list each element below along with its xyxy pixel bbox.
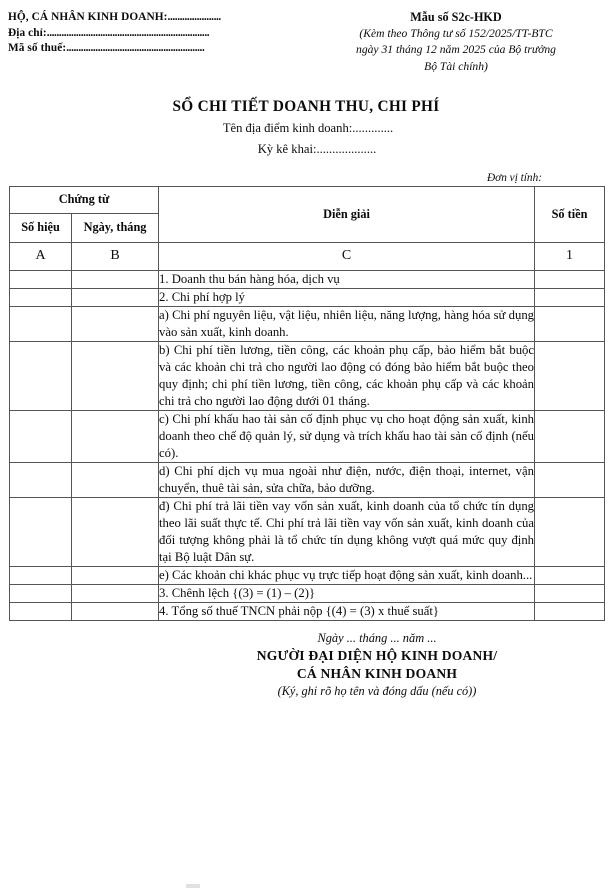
cell-voucher-date[interactable]: [72, 270, 159, 288]
cell-voucher-number[interactable]: [10, 498, 72, 567]
address-dots: ...................................................................: [46, 26, 210, 39]
cell-voucher-date[interactable]: [72, 498, 159, 567]
signer-title-line-1: NGƯỜI ĐẠI DIỆN HỘ KINH DOANH/: [256, 647, 498, 663]
column-voucher-date: Ngày, tháng: [72, 213, 159, 242]
column-group-voucher: Chứng từ: [10, 186, 159, 213]
business-name-dots: ......................: [167, 11, 221, 23]
cell-voucher-date[interactable]: [72, 585, 159, 603]
address-line: [8, 26, 308, 42]
table-row: [10, 341, 605, 410]
form-number: Mẫu số S2c-HKD: [410, 10, 502, 24]
cell-voucher-number[interactable]: [10, 463, 72, 498]
table-row: [10, 463, 605, 498]
cell-amount[interactable]: [535, 498, 605, 567]
cell-voucher-number[interactable]: [10, 603, 72, 621]
cell-amount[interactable]: [535, 603, 605, 621]
cell-description: 3. Chênh lệch {(3) = (1) – (2)}: [159, 585, 535, 603]
declaration-period-line: Kỳ kê khai:...................: [257, 141, 377, 156]
cell-voucher-number[interactable]: [10, 585, 72, 603]
ledger-table: [9, 186, 605, 621]
table-row: [10, 270, 605, 288]
column-letter-a: A: [10, 242, 72, 270]
page-title: SỔ CHI TIẾT DOANH THU, CHI PHÍ: [172, 98, 440, 116]
cell-voucher-number[interactable]: [10, 270, 72, 288]
tax-code-label: Mã số thuế:: [8, 42, 67, 55]
circular-line-3: Bộ Tài chính): [424, 59, 488, 73]
cell-description: e) Các khoản chi khác phục vụ trực tiếp hoạt động sản xuất, kinh doanh...: [159, 567, 535, 585]
table-column-letter-row: [10, 242, 605, 270]
cell-amount[interactable]: [535, 270, 605, 288]
table-header: [10, 186, 605, 270]
cell-description: b) Chi phí tiền lương, tiền công, các khoản phụ cấp, bảo hiểm bắt buộc và các khoản chi trả cho người lao động có đóng bảo hiểm bắt buộc theo quy định; chi phí tiền lương, tiền công, các khoản phụ cấp và các khoản chi trả cho người lao động dưới 01 tháng.: [159, 341, 535, 410]
cell-description: 2. Chi phí hợp lý: [159, 288, 535, 306]
address-label: Địa chỉ:: [8, 26, 47, 39]
signer-title-line-2: CÁ NHÂN KINH DOANH: [296, 665, 458, 681]
column-letter-c: C: [159, 242, 535, 270]
cell-voucher-date[interactable]: [72, 603, 159, 621]
column-number-1: 1: [535, 242, 605, 270]
cell-description: d) Chi phí dịch vụ mua ngoài như điện, nước, điện thoại, internet, vận chuyển, thuê tài sản, sửa chữa, bảo dưỡng.: [159, 463, 535, 498]
column-letter-b: B: [72, 242, 159, 270]
document-header: [0, 0, 612, 75]
cell-voucher-date[interactable]: [72, 288, 159, 306]
business-name-line: [8, 10, 308, 26]
circular-line-1: (Kèm theo Thông tư số 152/2025/TT-BTC: [359, 26, 553, 40]
cell-amount[interactable]: [535, 463, 605, 498]
business-identity-block: [8, 10, 308, 57]
cell-amount[interactable]: [535, 341, 605, 410]
cell-voucher-number[interactable]: [10, 306, 72, 341]
business-location-line: Tên địa điểm kinh doanh:.............: [222, 121, 394, 136]
cell-voucher-date[interactable]: [72, 410, 159, 462]
table-row: [10, 603, 605, 621]
table-row: [10, 288, 605, 306]
circular-line-2: ngày 31 tháng 12 năm 2025 của Bộ trưởng: [356, 43, 556, 57]
signer-instruction: (Ký, ghi rõ họ tên và đóng dấu (nếu có)): [277, 684, 477, 699]
table-row: [10, 306, 605, 341]
cell-voucher-date[interactable]: [72, 306, 159, 341]
signature-block: [0, 630, 612, 700]
table-row: [10, 585, 605, 603]
cell-description: 1. Doanh thu bán hàng hóa, dịch vụ: [159, 270, 535, 288]
cell-description: đ) Chi phí trả lãi tiền vay vốn sản xuất, kinh doanh của tổ chức tín dụng theo lãi suất thực tế. Chi phí trả lãi tiền vay vốn sản xuất, kinh doanh của đối tượng không phải là tổ chức tín dụng không vượt quá mức quy định tại Bộ luật Dân sự.: [159, 498, 535, 567]
cell-voucher-date[interactable]: [72, 463, 159, 498]
table-row: [10, 498, 605, 567]
ledger-table-wrapper: [0, 186, 612, 621]
table-row: [10, 567, 605, 585]
cell-amount[interactable]: [535, 567, 605, 585]
unit-of-measure-label: Đơn vị tính:: [487, 171, 542, 184]
cell-voucher-number[interactable]: [10, 288, 72, 306]
tax-code-dots: .........................................................: [66, 42, 205, 55]
cell-description: a) Chi phí nguyên liệu, vật liệu, nhiên liệu, năng lượng, hàng hóa sử dụng vào sản xuất, kinh doanh.: [159, 306, 535, 341]
column-description: Diễn giải: [159, 186, 535, 242]
title-block: [0, 97, 612, 159]
table-header-row-1: [10, 186, 605, 213]
column-voucher-number: Số hiệu: [10, 213, 72, 242]
column-amount: Số tiền: [535, 186, 605, 242]
scan-artifact: [186, 884, 200, 888]
cell-voucher-number[interactable]: [10, 567, 72, 585]
cell-voucher-number[interactable]: [10, 410, 72, 462]
form-reference-block: [308, 10, 604, 75]
cell-amount[interactable]: [535, 306, 605, 341]
cell-voucher-number[interactable]: [10, 341, 72, 410]
cell-amount[interactable]: [535, 585, 605, 603]
business-name-label: HỘ, CÁ NHÂN KINH DOANH:: [8, 11, 168, 23]
cell-description: 4. Tổng số thuế TNCN phải nộp {(4) = (3) x thuế suất}: [159, 603, 535, 621]
table-row: [10, 410, 605, 462]
cell-voucher-date[interactable]: [72, 341, 159, 410]
tax-code-line: [8, 41, 308, 57]
signature-date-line: Ngày ... tháng ... năm ...: [317, 631, 437, 646]
cell-amount[interactable]: [535, 410, 605, 462]
table-body: [10, 270, 605, 620]
cell-voucher-date[interactable]: [72, 567, 159, 585]
cell-amount[interactable]: [535, 288, 605, 306]
cell-description: c) Chi phí khấu hao tài sản cố định phục vụ cho hoạt động sản xuất, kinh doanh theo chế độ quản lý, sử dụng và trích khấu hao tài sản cố định (nếu có).: [159, 410, 535, 462]
